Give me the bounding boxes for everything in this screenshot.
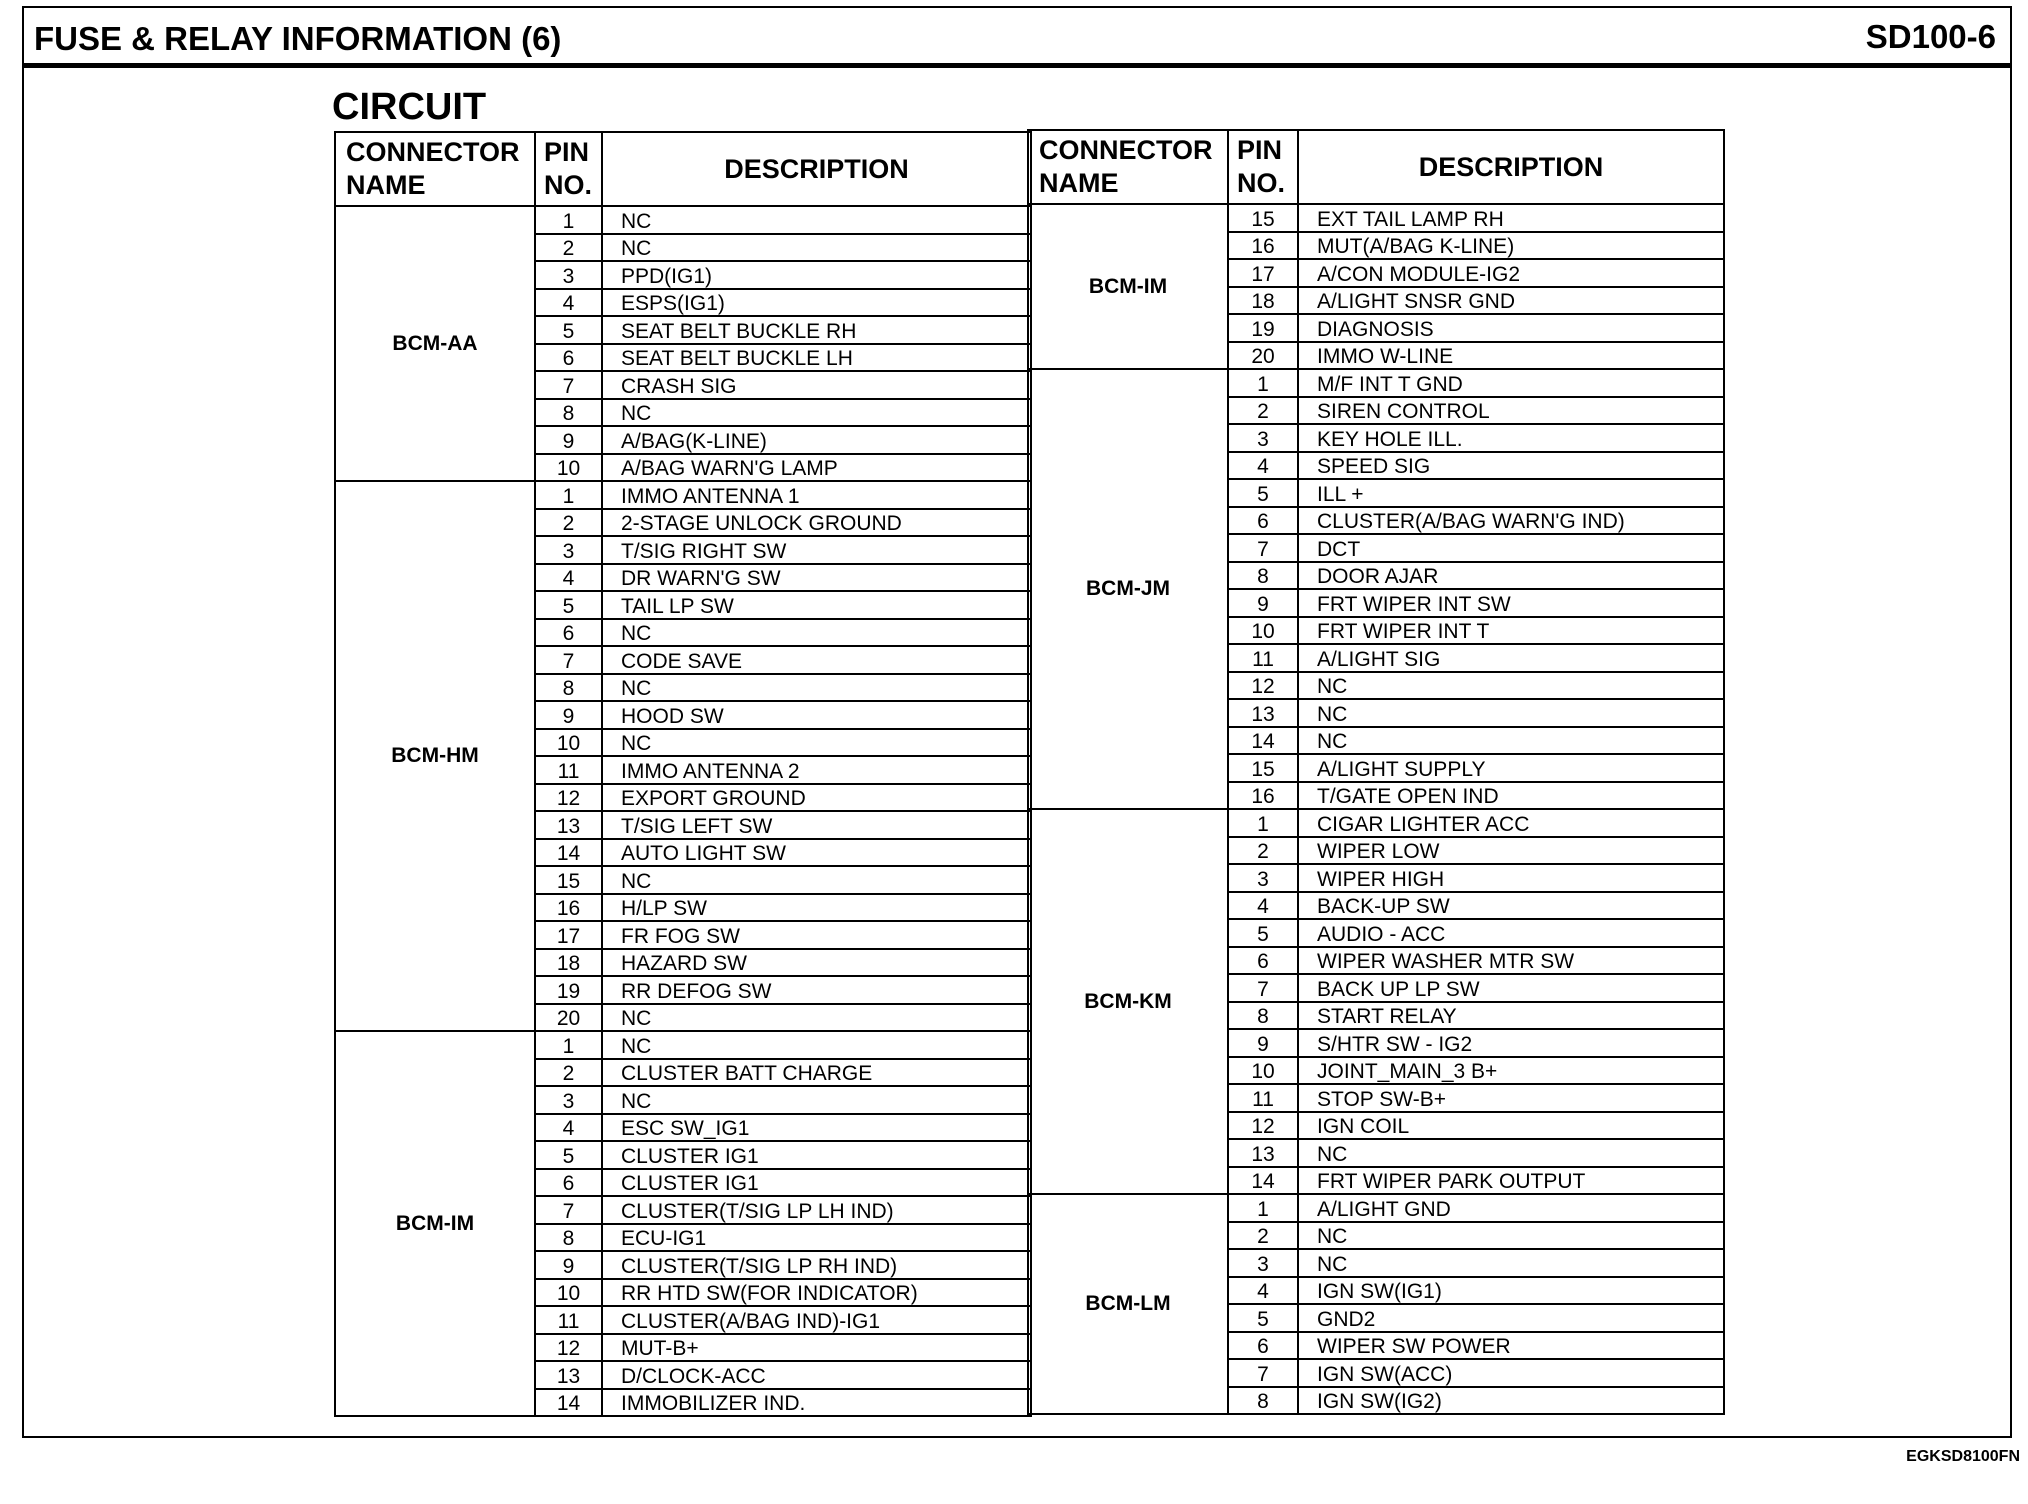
pin-number: 3 (535, 261, 602, 289)
pin-number: 13 (1228, 699, 1298, 727)
pin-number: 5 (535, 316, 602, 344)
pin-number: 2 (1228, 397, 1298, 425)
pin-number: 6 (1228, 1332, 1298, 1360)
figure-code: EGKSD8100FN (1906, 1448, 2020, 1465)
pin-description: SPEED SIG (1298, 452, 1724, 480)
pin-description: HOOD SW (602, 701, 1031, 729)
table-header-row (335, 132, 1031, 206)
header-connector-name: CONNECTOR NAME (335, 132, 535, 206)
right-table-body (1028, 204, 1724, 1414)
pin-description: ILL + (1298, 479, 1724, 507)
header-description: DESCRIPTION (602, 132, 1031, 206)
header-pin-no: PIN NO. (1228, 130, 1298, 204)
table-row (1028, 369, 1724, 397)
pin-number: 19 (535, 976, 602, 1004)
pin-number: 13 (535, 1361, 602, 1389)
pin-number: 1 (1228, 369, 1298, 397)
pin-number: 4 (535, 564, 602, 592)
pin-number: 3 (1228, 424, 1298, 452)
table-row (335, 481, 1031, 509)
pin-number: 20 (535, 1004, 602, 1032)
pin-number: 2 (1228, 837, 1298, 865)
pin-number: 6 (535, 1169, 602, 1197)
pin-number: 7 (535, 1196, 602, 1224)
pin-description: FR FOG SW (602, 921, 1031, 949)
pin-description: ESPS(IG1) (602, 289, 1031, 317)
pin-number: 5 (1228, 919, 1298, 947)
pin-description: IMMO ANTENNA 2 (602, 756, 1031, 784)
pin-description: AUDIO - ACC (1298, 919, 1724, 947)
pin-description: KEY HOLE ILL. (1298, 424, 1724, 452)
pin-description: WIPER HIGH (1298, 864, 1724, 892)
pin-description: CODE SAVE (602, 646, 1031, 674)
pin-description: SEAT BELT BUCKLE RH (602, 316, 1031, 344)
pin-description: DCT (1298, 534, 1724, 562)
pin-description: NC (1298, 699, 1724, 727)
pin-description: NC (602, 1004, 1031, 1032)
pin-description: CLUSTER IG1 (602, 1141, 1031, 1169)
pin-description: BACK-UP SW (1298, 892, 1724, 920)
pin-number: 11 (1228, 644, 1298, 672)
pin-number: 4 (1228, 1277, 1298, 1305)
table-row (335, 1031, 1031, 1059)
pin-description: TAIL LP SW (602, 591, 1031, 619)
pin-description: CLUSTER(T/SIG LP RH IND) (602, 1251, 1031, 1279)
pin-description: WIPER SW POWER (1298, 1332, 1724, 1360)
pin-number: 3 (1228, 864, 1298, 892)
pin-number: 5 (535, 591, 602, 619)
pin-description: AUTO LIGHT SW (602, 839, 1031, 867)
pin-number: 9 (1228, 589, 1298, 617)
pin-number: 10 (535, 729, 602, 757)
pin-description: NC (1298, 727, 1724, 755)
left-table-body (335, 206, 1031, 1416)
pin-number: 7 (1228, 974, 1298, 1002)
pin-description: DIAGNOSIS (1298, 314, 1724, 342)
pin-description: NC (602, 206, 1031, 234)
pin-description: IGN SW(IG1) (1298, 1277, 1724, 1305)
pin-description: WIPER LOW (1298, 837, 1724, 865)
pin-number: 9 (535, 701, 602, 729)
pin-description: DOOR AJAR (1298, 562, 1724, 590)
pin-number: 1 (535, 481, 602, 509)
pin-number: 1 (1228, 809, 1298, 837)
pin-description: NC (1298, 1139, 1724, 1167)
pin-description: SIREN CONTROL (1298, 397, 1724, 425)
page-header (22, 6, 2012, 68)
connector-name: BCM-HM (335, 481, 535, 1031)
pin-number: 4 (535, 1114, 602, 1142)
pin-number: 1 (535, 206, 602, 234)
pin-description: NC (602, 619, 1031, 647)
pin-number: 13 (1228, 1139, 1298, 1167)
pin-description: 2-STAGE UNLOCK GROUND (602, 509, 1031, 537)
pin-number: 18 (535, 949, 602, 977)
pin-description: RR HTD SW(FOR INDICATOR) (602, 1279, 1031, 1307)
pin-number: 4 (1228, 892, 1298, 920)
pin-number: 9 (535, 1251, 602, 1279)
pin-description: H/LP SW (602, 894, 1031, 922)
pin-number: 14 (1228, 727, 1298, 755)
pin-number: 3 (535, 1086, 602, 1114)
pin-description: T/GATE OPEN IND (1298, 782, 1724, 810)
pin-description: NC (602, 1086, 1031, 1114)
pin-description: S/HTR SW - IG2 (1298, 1029, 1724, 1057)
pin-description: A/BAG(K-LINE) (602, 426, 1031, 454)
pin-description: RR DEFOG SW (602, 976, 1031, 1004)
pin-number: 12 (1228, 1112, 1298, 1140)
table-row (1028, 1194, 1724, 1222)
pin-number: 13 (535, 811, 602, 839)
pin-number: 10 (535, 454, 602, 482)
pin-description: CLUSTER(A/BAG IND)-IG1 (602, 1306, 1031, 1334)
pin-number: 17 (535, 921, 602, 949)
pin-number: 5 (1228, 1304, 1298, 1332)
connector-name: BCM-JM (1028, 369, 1228, 809)
pin-number: 12 (535, 1334, 602, 1362)
pin-number: 17 (1228, 259, 1298, 287)
table-row (1028, 809, 1724, 837)
pin-description: BACK UP LP SW (1298, 974, 1724, 1002)
pin-description: NC (602, 234, 1031, 262)
pin-number: 3 (1228, 1249, 1298, 1277)
pin-number: 2 (1228, 1222, 1298, 1250)
pin-number: 8 (1228, 562, 1298, 590)
pin-number: 11 (1228, 1084, 1298, 1112)
pin-description: NC (1298, 1222, 1724, 1250)
pin-description: START RELAY (1298, 1002, 1724, 1030)
pin-number: 10 (535, 1279, 602, 1307)
pin-description: CLUSTER BATT CHARGE (602, 1059, 1031, 1087)
pin-number: 20 (1228, 342, 1298, 370)
pin-number: 4 (1228, 452, 1298, 480)
pin-number: 10 (1228, 617, 1298, 645)
pin-number: 9 (535, 426, 602, 454)
pin-description: CLUSTER IG1 (602, 1169, 1031, 1197)
pin-description: ECU-IG1 (602, 1224, 1031, 1252)
pin-description: HAZARD SW (602, 949, 1031, 977)
table-row (1028, 204, 1724, 232)
pin-description: NC (602, 729, 1031, 757)
pin-number: 8 (535, 674, 602, 702)
pin-number: 16 (535, 894, 602, 922)
pin-number: 9 (1228, 1029, 1298, 1057)
pin-description: STOP SW-B+ (1298, 1084, 1724, 1112)
pin-description: A/BAG WARN'G LAMP (602, 454, 1031, 482)
pin-description: FRT WIPER INT T (1298, 617, 1724, 645)
pin-description: SEAT BELT BUCKLE LH (602, 344, 1031, 372)
pin-number: 11 (535, 1306, 602, 1334)
pin-description: EXPORT GROUND (602, 784, 1031, 812)
header-description: DESCRIPTION (1298, 130, 1724, 204)
pin-description: CRASH SIG (602, 371, 1031, 399)
section-title: CIRCUIT (332, 86, 487, 128)
pin-description: NC (602, 1031, 1031, 1059)
pin-number: 5 (535, 1141, 602, 1169)
pin-description: ESC SW_IG1 (602, 1114, 1031, 1142)
pin-number: 8 (1228, 1387, 1298, 1415)
pin-number: 14 (1228, 1167, 1298, 1195)
pin-description: FRT WIPER INT SW (1298, 589, 1724, 617)
pin-description: A/LIGHT SUPPLY (1298, 754, 1724, 782)
pin-description: MUT(A/BAG K-LINE) (1298, 232, 1724, 260)
pin-description: FRT WIPER PARK OUTPUT (1298, 1167, 1724, 1195)
pin-number: 14 (535, 839, 602, 867)
circuit-table-left (334, 131, 1032, 1417)
pin-description: MUT-B+ (602, 1334, 1031, 1362)
pin-description: IGN SW(IG2) (1298, 1387, 1724, 1415)
pin-description: CLUSTER(A/BAG WARN'G IND) (1298, 507, 1724, 535)
connector-name: BCM-IM (1028, 204, 1228, 369)
pin-description: CIGAR LIGHTER ACC (1298, 809, 1724, 837)
pin-number: 15 (1228, 754, 1298, 782)
pin-description: D/CLOCK-ACC (602, 1361, 1031, 1389)
table-header-row (1028, 130, 1724, 204)
pin-description: IMMOBILIZER IND. (602, 1389, 1031, 1417)
pin-description: NC (602, 866, 1031, 894)
pin-number: 12 (535, 784, 602, 812)
pin-number: 2 (535, 509, 602, 537)
pin-description: NC (1298, 1249, 1724, 1277)
pin-description: T/SIG RIGHT SW (602, 536, 1031, 564)
pin-description: A/CON MODULE-IG2 (1298, 259, 1724, 287)
pin-number: 15 (535, 866, 602, 894)
pin-number: 5 (1228, 479, 1298, 507)
header-pin-no: PIN NO. (535, 132, 602, 206)
pin-number: 7 (535, 646, 602, 674)
pin-number: 14 (535, 1389, 602, 1417)
pin-description: A/LIGHT GND (1298, 1194, 1724, 1222)
pin-number: 2 (535, 234, 602, 262)
pin-number: 16 (1228, 782, 1298, 810)
pin-description: DR WARN'G SW (602, 564, 1031, 592)
pin-number: 12 (1228, 672, 1298, 700)
pin-number: 4 (535, 289, 602, 317)
pin-description: EXT TAIL LAMP RH (1298, 204, 1724, 232)
pin-description: IGN COIL (1298, 1112, 1724, 1140)
pin-description: GND2 (1298, 1304, 1724, 1332)
pin-description: T/SIG LEFT SW (602, 811, 1031, 839)
pin-description: A/LIGHT SNSR GND (1298, 287, 1724, 315)
pin-description: IMMO ANTENNA 1 (602, 481, 1031, 509)
pin-description: JOINT_MAIN_3 B+ (1298, 1057, 1724, 1085)
connector-name: BCM-KM (1028, 809, 1228, 1194)
pin-description: CLUSTER(T/SIG LP LH IND) (602, 1196, 1031, 1224)
pin-description: NC (1298, 672, 1724, 700)
table-row (335, 206, 1031, 234)
pin-number: 18 (1228, 287, 1298, 315)
connector-name: BCM-IM (335, 1031, 535, 1416)
pin-number: 6 (535, 344, 602, 372)
pin-number: 2 (535, 1059, 602, 1087)
pin-number: 8 (1228, 1002, 1298, 1030)
document-code: SD100-6 (1865, 18, 1996, 55)
pin-number: 7 (1228, 534, 1298, 562)
pin-description: NC (602, 399, 1031, 427)
pin-description: IGN SW(ACC) (1298, 1359, 1724, 1387)
pin-number: 1 (1228, 1194, 1298, 1222)
circuit-table-right (1027, 129, 1725, 1415)
pin-number: 3 (535, 536, 602, 564)
pin-number: 8 (535, 1224, 602, 1252)
pin-number: 10 (1228, 1057, 1298, 1085)
pin-number: 11 (535, 756, 602, 784)
pin-number: 1 (535, 1031, 602, 1059)
pin-number: 8 (535, 399, 602, 427)
pin-number: 7 (1228, 1359, 1298, 1387)
pin-number: 7 (535, 371, 602, 399)
pin-description: A/LIGHT SIG (1298, 644, 1724, 672)
pin-number: 6 (535, 619, 602, 647)
pin-description: PPD(IG1) (602, 261, 1031, 289)
connector-name: BCM-AA (335, 206, 535, 481)
pin-description: M/F INT T GND (1298, 369, 1724, 397)
pin-number: 6 (1228, 947, 1298, 975)
pin-description: WIPER WASHER MTR SW (1298, 947, 1724, 975)
pin-number: 16 (1228, 232, 1298, 260)
document-title: FUSE & RELAY INFORMATION (6) (34, 20, 562, 57)
pin-description: IMMO W-LINE (1298, 342, 1724, 370)
pin-description: NC (602, 674, 1031, 702)
pin-number: 15 (1228, 204, 1298, 232)
pin-number: 6 (1228, 507, 1298, 535)
connector-name: BCM-LM (1028, 1194, 1228, 1414)
pin-number: 19 (1228, 314, 1298, 342)
header-connector-name: CONNECTOR NAME (1028, 130, 1228, 204)
